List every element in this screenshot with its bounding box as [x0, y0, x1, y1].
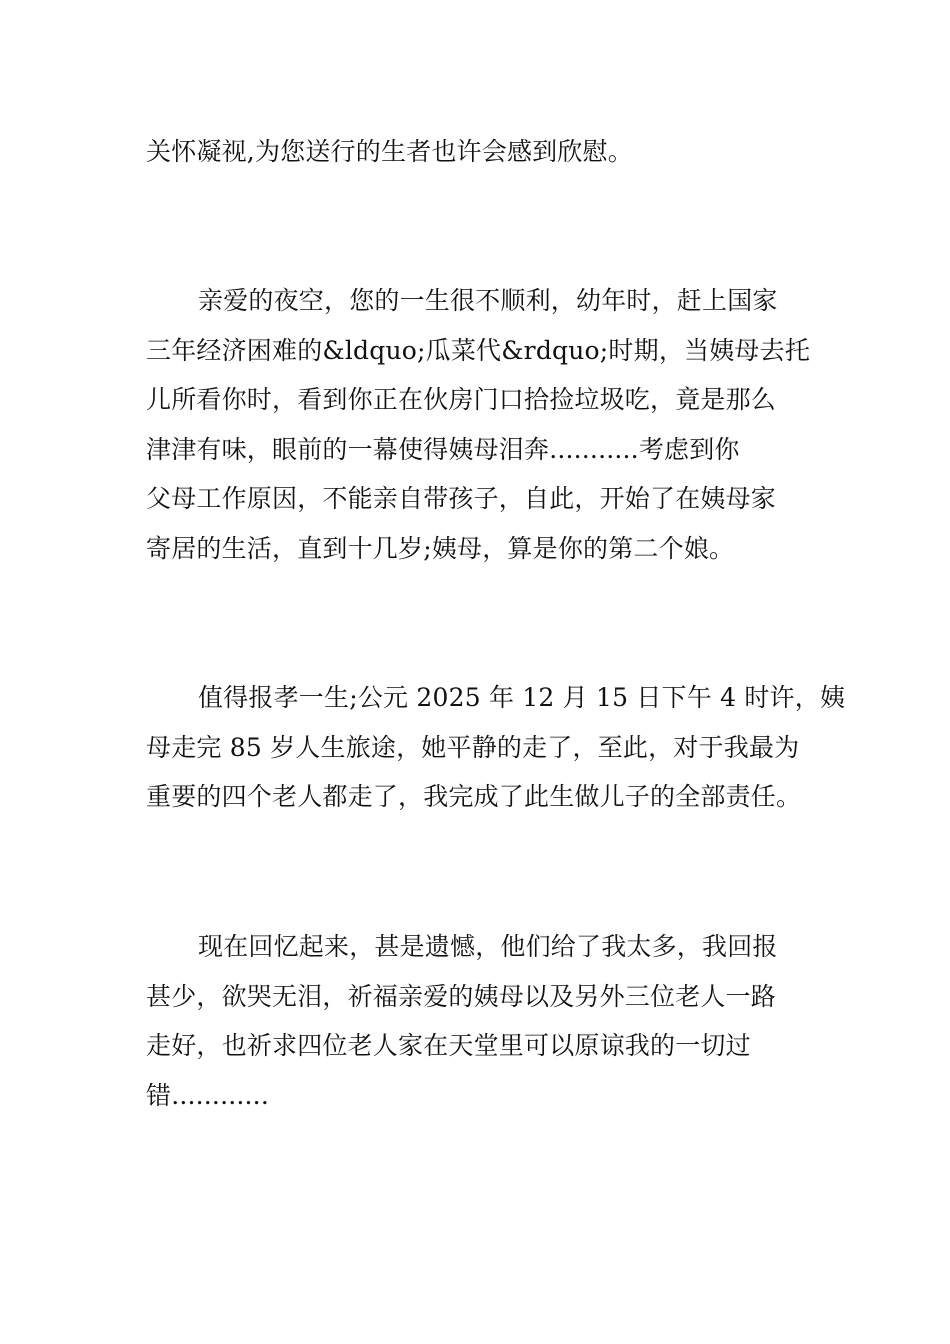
text-line: 关怀凝视,为您送行的生者也许会感到欣慰。 [146, 137, 633, 166]
paragraph-2 [146, 276, 811, 573]
text-line: 津津有味，眼前的一幕使得姨母泪奔...........考虑到你 [146, 434, 740, 464]
paragraph-1 [146, 127, 808, 177]
text-line: 走好，也祈求四位老人家在天堂里可以原谅我的一切过 [146, 1031, 751, 1060]
text-line: 甚少，欲哭无泪，祈福亲爱的姨母以及另外三位老人一路 [146, 981, 777, 1011]
text-line: 值得报孝一生;公元 2025 年 12 月 15 日下午 4 时许，姨 [198, 683, 846, 712]
text-line: 错............ [146, 1080, 269, 1110]
paragraph-3 [146, 673, 846, 822]
text-line: 寄居的生活，直到十几岁;姨母，算是你的第二个娘。 [146, 533, 735, 563]
text-line: 儿所看你时，看到你正在伙房门口拾捡垃圾吃，竟是那么 [146, 385, 777, 414]
text-line: 母走完 85 岁人生旅途，她平静的走了，至此，对于我最为 [146, 732, 800, 762]
paragraph-4 [146, 922, 808, 1120]
text-line: 重要的四个老人都走了，我完成了此生做儿子的全部责任。 [146, 782, 802, 811]
text-line: 亲爱的夜空，您的一生很不顺利，幼年时，赶上国家 [198, 286, 778, 315]
text-line: 父母工作原因，不能亲自带孩子，自此，开始了在姨母家 [146, 484, 777, 513]
text-line: 三年经济困难的&ldquo;瓜菜代&rdquo;时期，当姨母去托 [146, 335, 811, 365]
text-line: 现在回忆起来，甚是遗憾，他们给了我太多，我回报 [198, 932, 778, 961]
